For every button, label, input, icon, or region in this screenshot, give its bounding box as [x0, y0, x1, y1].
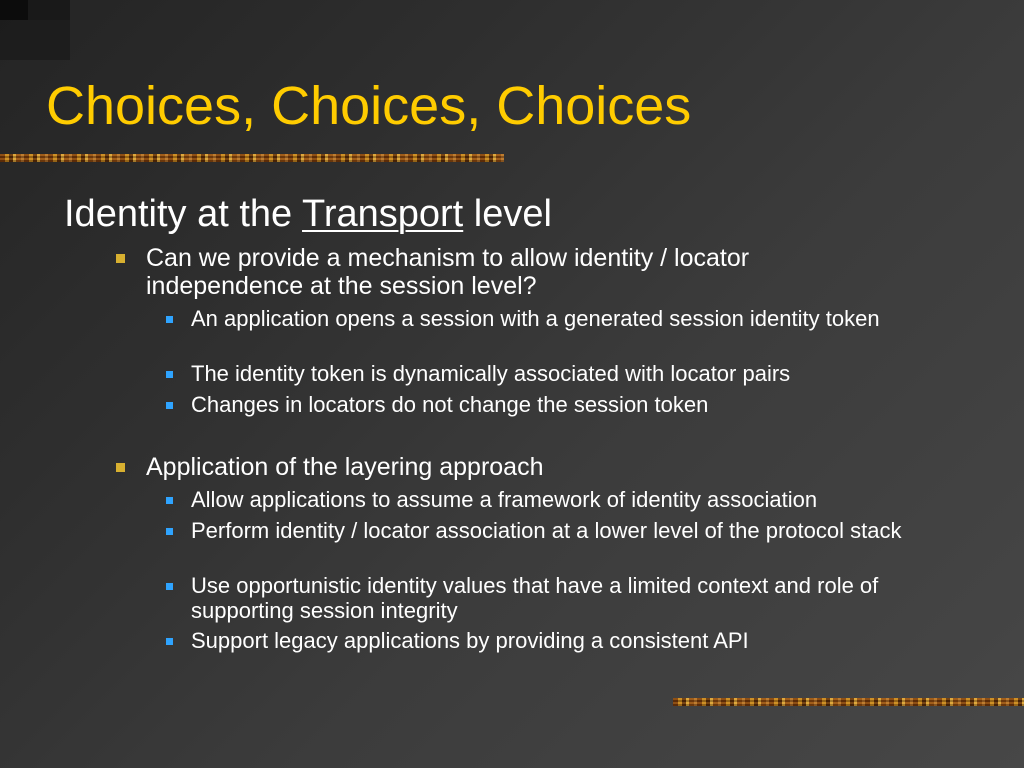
bullet-level1: Can we provide a mechanism to allow identity / locator independence at the session level? — [146, 244, 866, 300]
bullet-level2: The identity token is dynamically associated with locator pairs — [191, 361, 981, 386]
decorative-bar-top — [0, 154, 504, 162]
slide-title: Choices, Choices, Choices — [46, 76, 692, 136]
bullet-level2: Changes in locators do not change the session token — [191, 392, 981, 417]
bullet-level2: Perform identity / locator association at a lower level of the protocol stack — [191, 518, 981, 543]
corner-decoration — [28, 0, 70, 20]
heading-suffix: level — [463, 193, 552, 235]
heading-prefix: Identity at the — [64, 193, 303, 235]
decorative-bar-bottom — [673, 698, 1024, 706]
bullet-level2: Use opportunistic identity values that have a limited context and role of supporting session integrity — [191, 573, 981, 623]
corner-decoration — [0, 0, 28, 20]
bullet-level2: Support legacy applications by providing a consistent API — [191, 628, 981, 653]
corner-decoration — [0, 20, 70, 60]
heading-underlined-word: Transport — [302, 193, 464, 235]
slide-heading — [64, 190, 552, 238]
bullet-level2: Allow applications to assume a framework of identity association — [191, 487, 981, 512]
bullet-level2: An application opens a session with a generated session identity token — [191, 306, 981, 331]
bullet-level1: Application of the layering approach — [146, 453, 866, 481]
